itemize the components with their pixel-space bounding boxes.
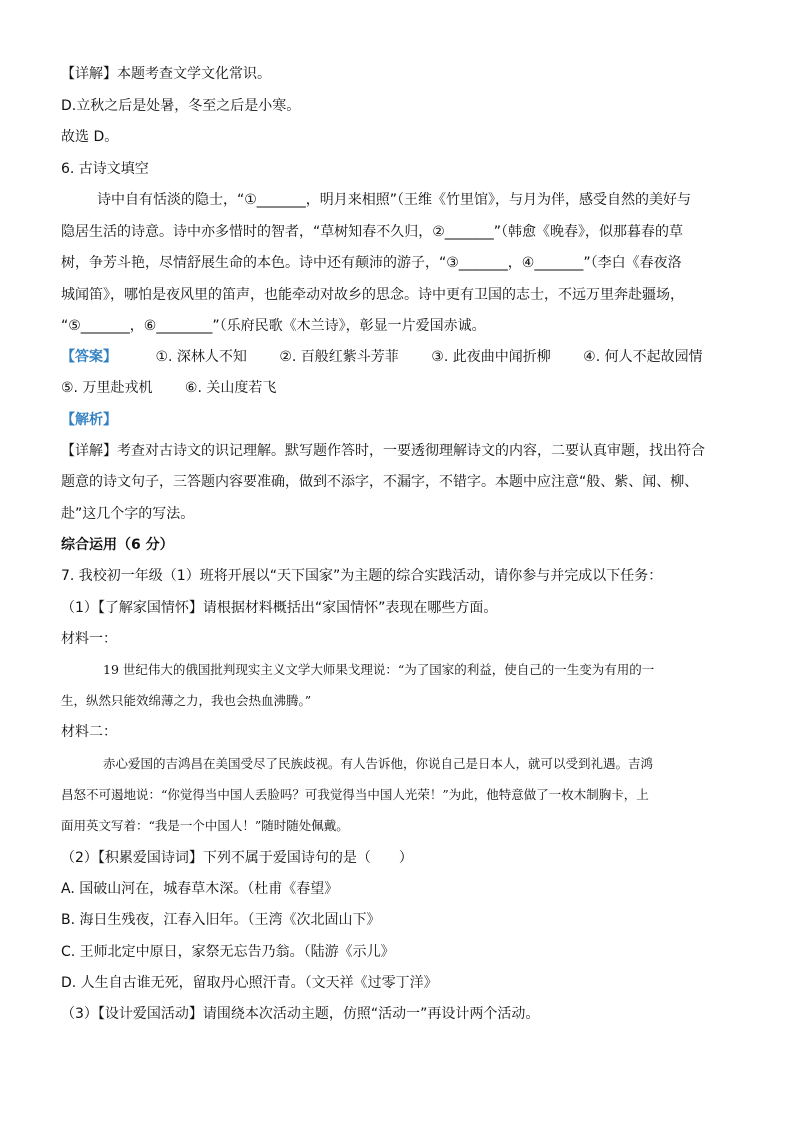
material-1-line: 19 世纪伟大的俄国批判现实主义文学大师果戈理说：“为了国家的利益，使自己的一生变为有用的一 <box>103 662 655 677</box>
question-7-part-1: （1）【了解家国情怀】请根据材料概括出“家国情怀”表现在哪些方面。 <box>61 600 498 616</box>
answer-row <box>61 347 703 367</box>
option-c: C. 王师北定中原日，家祭无忘告乃翁。（陆游《示儿》 <box>61 944 395 960</box>
previous-choice: 故选 D。 <box>61 129 119 145</box>
question-6-detail-line: 赴”这几个字的写法。 <box>61 506 195 522</box>
section-title: 综合运用（6 分） <box>61 537 174 553</box>
answer-item: ②. 百般红紫斗芳菲 <box>279 349 399 365</box>
material-2-line: 赤心爱国的吉鸿昌在美国受尽了民族歧视。有人告诉他，你说自己是日本人，就可以受到礼遇。吉鸿 <box>103 756 654 771</box>
material-2-line: 昌怒不可遏地说：“你觉得当中国人丢脸吗？可我觉得当中国人光荣！”为此，他特意做了一枚木制胸卡，上 <box>61 787 649 802</box>
answer-item: ③. 此夜曲中闻折柳 <box>431 349 551 365</box>
material-2-line: 面用英文写着：“我是一个中国人！”随时随处佩戴。 <box>61 818 349 833</box>
question-6-detail-line: 【详解】考查对古诗文的识记理解。默写题作答时，一要透彻理解诗文的内容，二要认真审题，找出符合 <box>61 443 705 459</box>
question-7-part-3: （3）【设计爱国活动】请围绕本次活动主题，仿照“活动一”再设计两个活动。 <box>61 1006 540 1022</box>
question-6-line: 城闻笛》，哪怕是夜风里的笛声，也能牵动对故乡的思念。诗中更有卫国的志士，不远万里奔赴疆场， <box>61 287 684 303</box>
answer-item: ⑤. 万里赴戎机 <box>61 380 153 396</box>
question-6-title: 6. 古诗文填空 <box>61 161 149 177</box>
question-6-line: 诗中自有恬淡的隐士，“①_______，明月来相照”（王维《竹里馆》，与月为伴，感受自然的美好与 <box>97 192 692 208</box>
material-2-label: 材料二： <box>61 724 117 740</box>
material-1-line: 生，纵然只能效绵薄之力，我也会热血沸腾。” <box>61 693 312 708</box>
answer-item: ④. 何人不起故园情 <box>583 349 703 365</box>
option-d: D. 人生自古谁无死，留取丹心照汗青。（文天祥《过零丁洋》 <box>61 975 438 991</box>
question-6-detail-line: 题意的诗文句子，三答题内容要准确，做到不添字，不漏字，不错字。本题中应注意“般、紫、闻、柳、 <box>61 474 699 490</box>
question-7-part-2: （2）【积累爱国诗词】下列不属于爱国诗句的是（ ） <box>61 850 413 866</box>
option-a: A. 国破山河在，城春草木深。（杜甫《春望》 <box>61 881 339 897</box>
answer-label: 【答案】 <box>61 349 117 365</box>
question-6-line: 树，争芳斗艳，尽情舒展生命的本色。诗中还有颠沛的游子，“③_______，④_______”（李白《春夜洛 <box>61 255 682 271</box>
question-6-line: 隐居生活的诗意。诗中亦多惜时的智者，“草树知春不久归，②_______”（韩愈《晚春》，似那暮春的草 <box>61 224 684 240</box>
material-1-label: 材料一： <box>61 631 117 647</box>
answer-item: ①. 深林人不知 <box>155 349 247 365</box>
answer-row <box>61 378 276 398</box>
analysis-label: 【解析】 <box>61 412 117 428</box>
answer-item: ⑥. 关山度若飞 <box>184 380 277 396</box>
previous-option-d: D.立秋之后是处暑，冬至之后是小寒。 <box>61 98 301 114</box>
previous-detail: 【详解】本题考查文学文化常识。 <box>61 66 271 82</box>
option-b: B. 海日生残夜，江春入旧年。（王湾《次北固山下》 <box>61 912 381 928</box>
question-6-line: “⑤_______，⑥________”（乐府民歌《木兰诗》，彰显一片爱国赤诚。 <box>61 318 486 334</box>
question-7-intro: 7. 我校初一年级（1）班将开展以“天下国家”为主题的综合实践活动，请你参与并完成以下任务： <box>61 568 663 584</box>
